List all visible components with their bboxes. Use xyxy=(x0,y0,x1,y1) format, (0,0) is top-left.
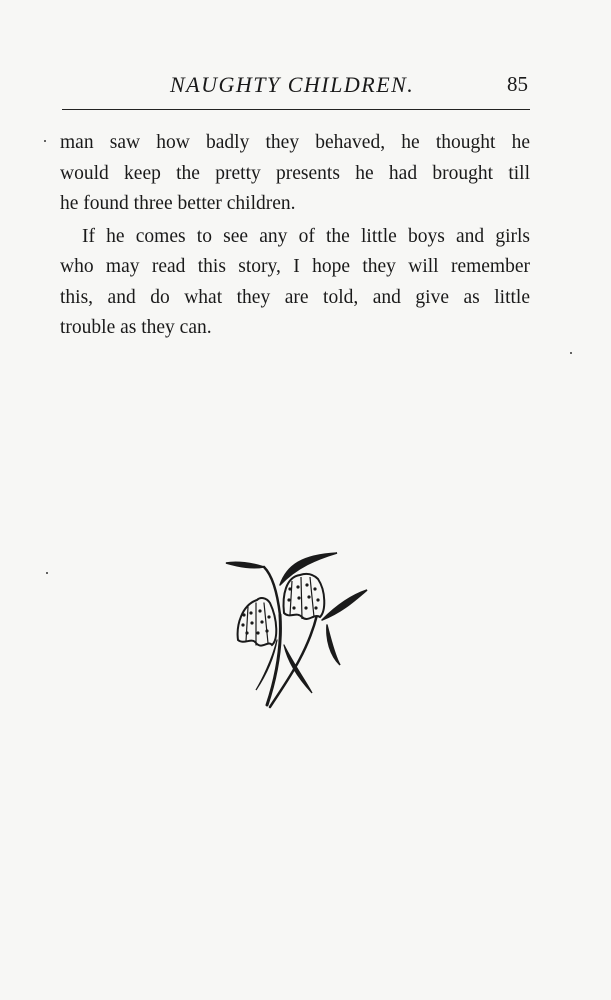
paragraph-2 xyxy=(60,222,530,344)
text-line: If he comes to see any of the little boys and girls xyxy=(82,225,530,247)
paragraph-1 xyxy=(60,128,530,220)
text-line: who may read this story, I hope they will remember xyxy=(60,256,530,277)
header-rule xyxy=(62,109,530,110)
text-line: he found three better children. xyxy=(60,193,296,214)
paper-speck xyxy=(46,572,48,574)
text-line: trouble as they can. xyxy=(60,317,212,338)
running-head xyxy=(62,70,530,100)
running-title: NAUGHTY CHILDREN. xyxy=(170,72,415,97)
paper-speck xyxy=(44,140,46,142)
paper-speck xyxy=(570,352,572,354)
text-line: this, and do what they are told, and give as little xyxy=(60,286,530,308)
text-line: would keep the pretty presents he had brought till xyxy=(60,162,530,184)
page-number: 85 xyxy=(507,72,528,96)
body-text xyxy=(60,128,530,344)
fritillary-flower-icon xyxy=(222,545,372,715)
text-line: man saw how badly they behaved, he thought he xyxy=(60,132,530,153)
